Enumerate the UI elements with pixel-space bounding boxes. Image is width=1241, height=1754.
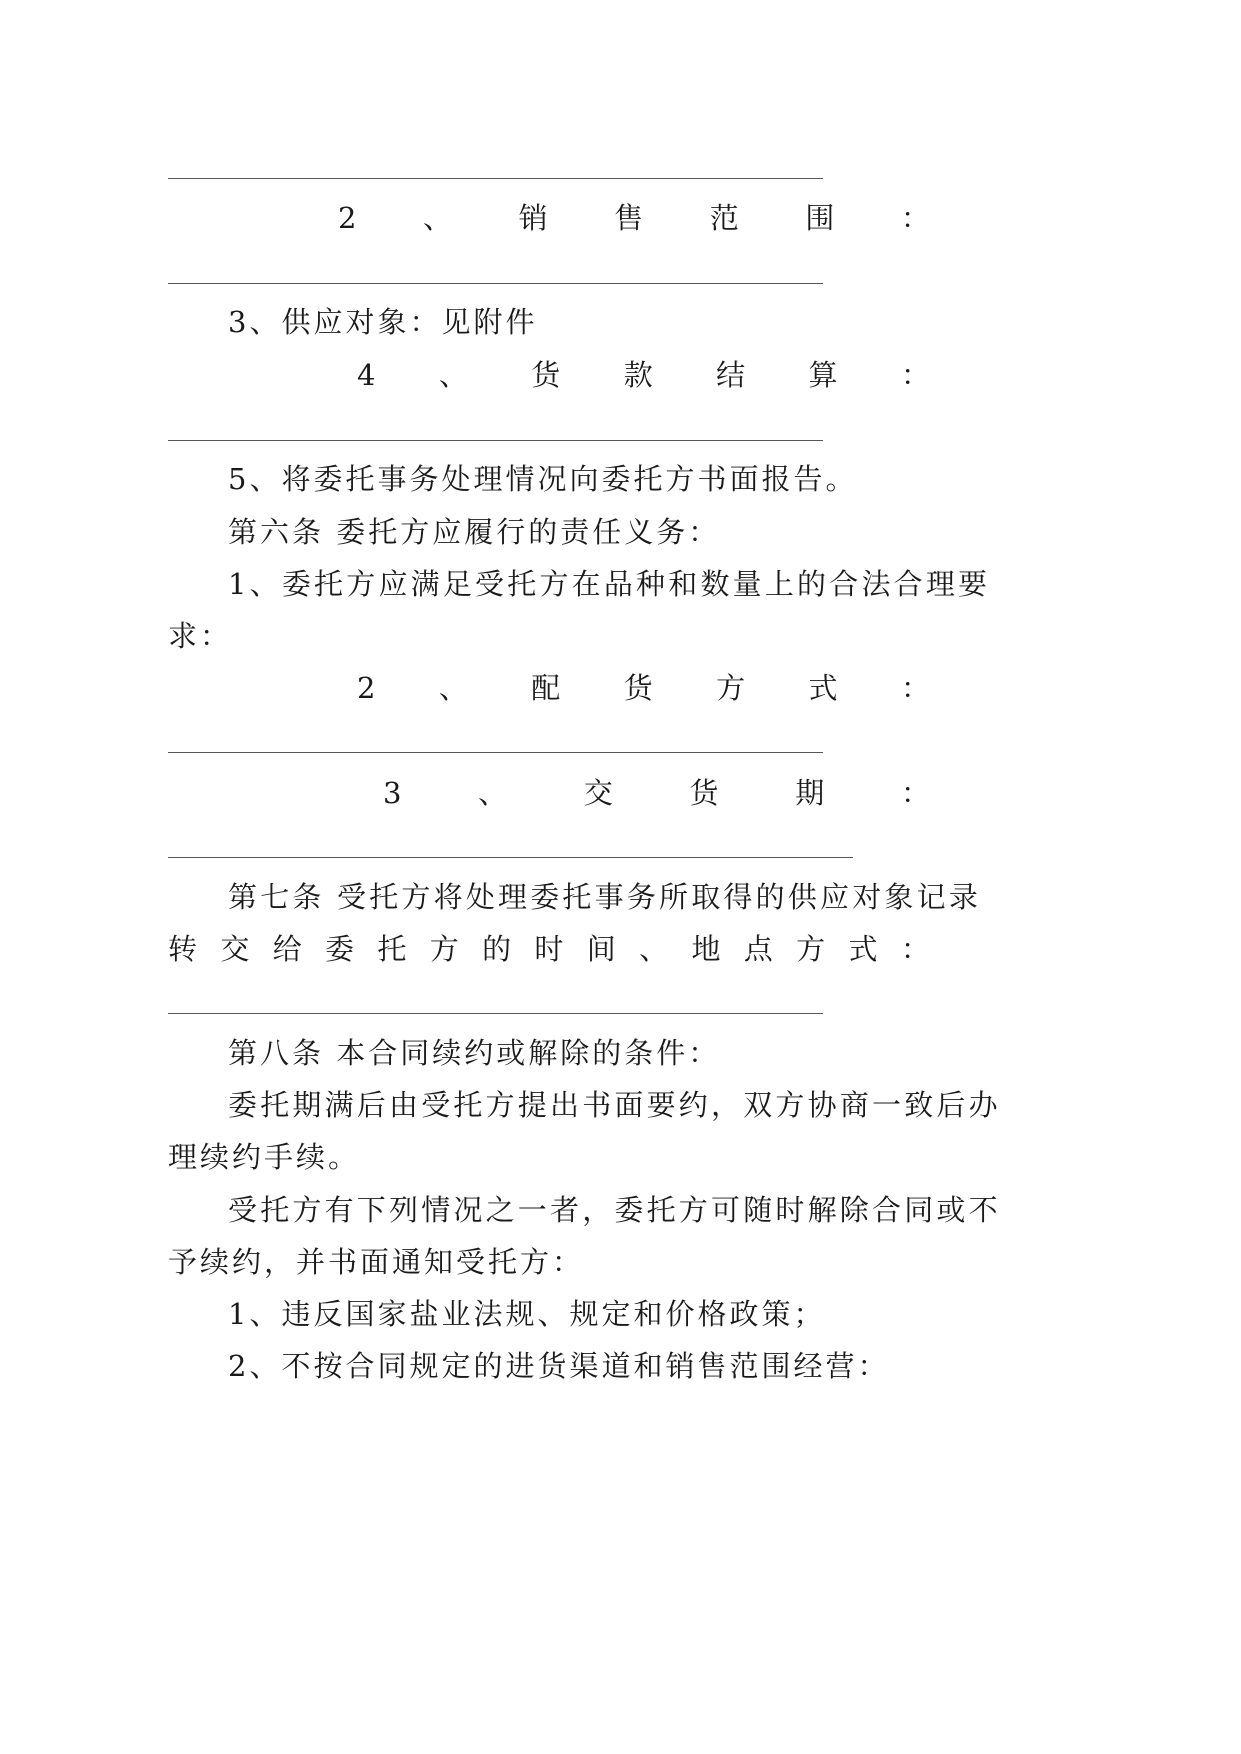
- char: 期: [795, 776, 825, 810]
- char: 货: [689, 776, 719, 810]
- article-8-para-1-cont: 理续约手续。: [168, 1140, 361, 1174]
- char: 、: [639, 932, 669, 966]
- blank-underline: [168, 857, 853, 858]
- distribution-method-line: [357, 668, 930, 708]
- char: 点: [743, 932, 773, 966]
- blank-underline: [168, 178, 823, 179]
- char: 转: [168, 932, 198, 966]
- char: 销: [518, 201, 548, 235]
- char: 式: [848, 932, 878, 966]
- char: 2: [357, 671, 376, 705]
- payment-settlement-line: [357, 355, 930, 395]
- sales-scope-line: [338, 198, 930, 238]
- char: ：: [900, 358, 930, 392]
- char: 3: [383, 776, 402, 810]
- blank-underline: [168, 440, 823, 441]
- char: 、: [423, 201, 453, 235]
- article-6-item-1: 1、委托方应满足受托方在品种和数量上的合法合理要: [228, 567, 991, 601]
- char: 给: [272, 932, 302, 966]
- blank-underline: [168, 1013, 823, 1014]
- char: 地: [691, 932, 721, 966]
- char: 售: [614, 201, 644, 235]
- article-6-item-1-cont: 求：: [168, 619, 233, 653]
- char: 方: [716, 671, 746, 705]
- article-7-line-1: 第七条 受托方将处理委托事务所取得的供应对象记录: [228, 880, 982, 914]
- char: 时: [534, 932, 564, 966]
- char: 货: [623, 671, 653, 705]
- blank-underline: [168, 283, 823, 284]
- report-line: 5、将委托事务处理情况向委托方书面报告。: [228, 462, 858, 496]
- article-7-line-2: [168, 929, 930, 969]
- char: 、: [438, 671, 468, 705]
- article-8-item-2: 2、不按合同规定的进货渠道和销售范围经营：: [228, 1349, 890, 1383]
- char: 的: [482, 932, 512, 966]
- char: 间: [586, 932, 616, 966]
- char: 、: [478, 776, 508, 810]
- char: 货: [531, 358, 561, 392]
- article-8-para-1: 委托期满后由受托方提出书面要约，双方协商一致后办: [228, 1088, 1001, 1122]
- char: 交: [220, 932, 250, 966]
- char: 配: [531, 671, 561, 705]
- char: 交: [583, 776, 613, 810]
- char: ：: [900, 776, 930, 810]
- char: 范: [709, 201, 739, 235]
- article-8-item-1: 1、违反国家盐业法规、规定和价格政策；: [228, 1297, 826, 1331]
- article-6-title: 第六条 委托方应履行的责任义务：: [228, 515, 721, 549]
- char: ：: [900, 671, 930, 705]
- char: 4: [357, 358, 376, 392]
- char: ：: [900, 932, 930, 966]
- char: 方: [429, 932, 459, 966]
- char: 2: [338, 201, 357, 235]
- char: 式: [808, 671, 838, 705]
- article-8-para-2: 受托方有下列情况之一者，委托方可随时解除合同或不: [228, 1193, 1001, 1227]
- char: 托: [377, 932, 407, 966]
- char: 结: [716, 358, 746, 392]
- blank-underline: [168, 752, 823, 753]
- char: 款: [623, 358, 653, 392]
- article-8-para-2-cont: 予续约，并书面通知受托方：: [168, 1245, 585, 1279]
- article-8-title: 第八条 本合同续约或解除的条件：: [228, 1036, 721, 1070]
- char: 方: [796, 932, 826, 966]
- supply-target-line: 3、供应对象：见附件: [228, 305, 538, 339]
- char: ：: [900, 201, 930, 235]
- char: 、: [438, 358, 468, 392]
- char: 算: [808, 358, 838, 392]
- char: 围: [805, 201, 835, 235]
- delivery-period-line: [383, 773, 930, 813]
- char: 委: [325, 932, 355, 966]
